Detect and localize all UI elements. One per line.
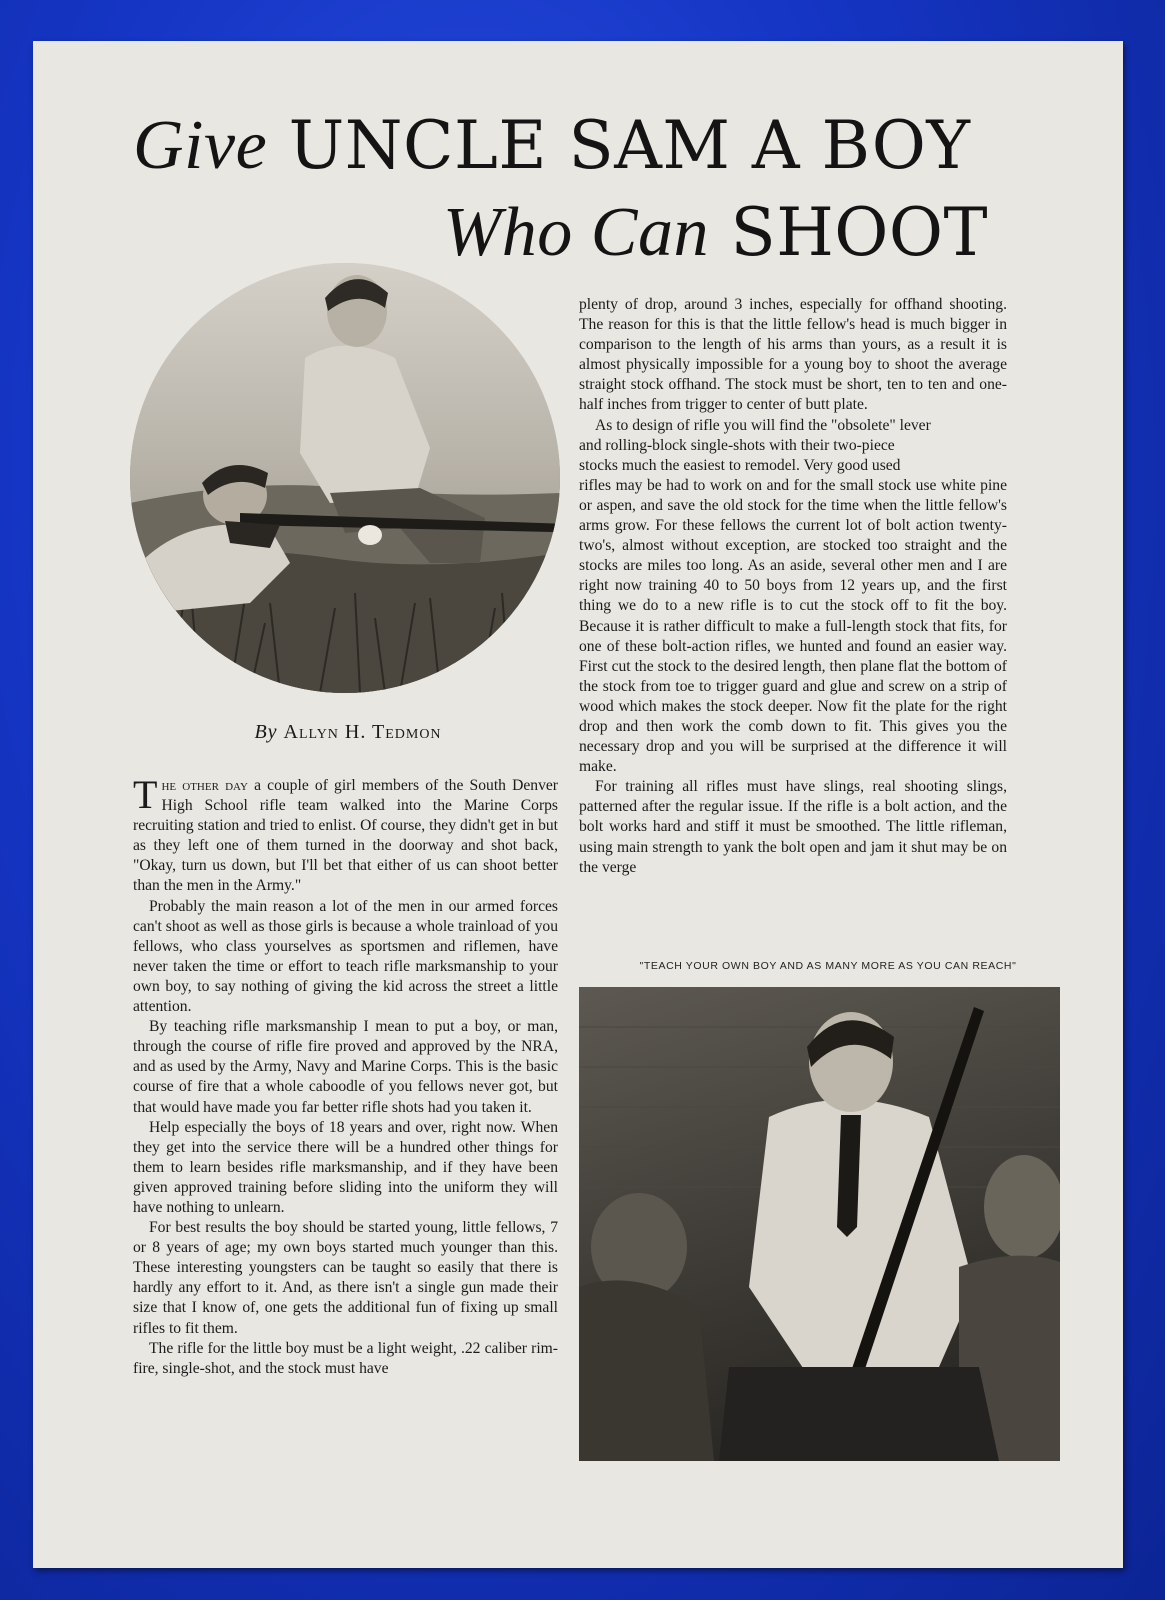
headline-line-2 (443, 194, 1083, 271)
drop-cap: T (133, 772, 158, 817)
headline-give: Give (133, 107, 268, 184)
paragraph-r3: For training all rifles must have slings, real shooting slings, patterned after the regular issue. If the rifle is a bolt action, and the bolt works hard and stiff it must be smoothed. The little rifleman, using main strength to yank the bolt open and jam it shut may be on the verge (579, 778, 1007, 876)
lead-in: he other day (161, 777, 248, 794)
headline-uncle-sam: UNCLE SAM A BOY (288, 107, 971, 184)
article-column-left (133, 772, 559, 1379)
paragraph-1-text: a couple of girl members of the South Denver High School rifle team walked into the Marine Corps recruiting station and tried to enlist. Of course, they didn't get in but as they left one of them turned in the doorway and shot back, "Okay, turn us down, but I'll bet that either of us can shoot better than the men in the Army." (133, 777, 559, 895)
headline-who-can: Who Can (443, 194, 709, 271)
paragraph-r2-line-1: As to design of rifle you will find the "obsolete" lever (595, 416, 931, 434)
byline-by: By (254, 721, 278, 743)
paragraph-3: By teaching rifle marksmanship I mean to put a boy, or man, through the course of rifle fire proved and approved by the NRA, and as used by the Army, Navy and Marine Corps. This is the basic course of fire that a whole caboodle of you fellows never got, but that would have made you far better rifle shots had you taken it. (133, 1018, 558, 1116)
paragraph-2: Probably the main reason a lot of the men in our armed forces can't shoot as well as those girls is because a whole trainload of you fellows, who class yourselves as sportsmen and riflemen, have never taken the time or effort to teach rifle marksmanship to your own boy, to say nothing of giving the kid across the street a little attention. (133, 897, 558, 1016)
photo-caption: "TEACH YOUR OWN BOY AND AS MANY MORE AS YOU CAN REACH" (639, 960, 1017, 972)
paragraph-r2-line-3: stocks much the easiest to remodel. Very good used (579, 456, 901, 474)
photo-boys-illustration (130, 263, 560, 693)
paragraph-5: For best results the boy should be started young, little fellows, 7 or 8 years of age; my own boys started much younger than this. These interesting youngsters can be taught so easily that there is hardly any effort to it. And, as there isn't a single gun made their size that I know of, one gets the additional fun of fixing up small rifles to fit them. (133, 1219, 558, 1337)
photo-instructor-illustration (579, 987, 1060, 1461)
paragraph-r2-line-2: and rolling-block single-shots with their two-piece (579, 436, 895, 454)
photo-instructor-with-boys (579, 987, 1060, 1461)
byline (133, 721, 563, 744)
magazine-page (33, 41, 1123, 1568)
byline-author: Allyn H. Tedmon (283, 721, 442, 743)
paragraph-1 (133, 772, 559, 897)
paragraph-4: Help especially the boys of 18 years and over, right now. When they get into the service there will be a hundred other things for them to learn besides rifle marksmanship, and if they have been given approved training before sliding into the uniform they will have nothing to unlearn. (133, 1118, 558, 1216)
article-column-right (579, 295, 1007, 878)
headline-shoot: SHOOT (730, 194, 988, 271)
photo-boys-with-rifle (130, 263, 560, 693)
headline-line-1 (133, 107, 1033, 184)
paragraph-r1: plenty of drop, around 3 inches, especially for offhand shooting. The reason for this is that the little fellow's head is much bigger in comparison to the length of his arms than yours, as a result it is almost physically impossible for a young boy to shoot the average straight stock offhand. The stock must be short, ten to ten and one-half inches from trigger to center of butt plate. (579, 296, 1007, 414)
paragraph-6: The rifle for the little boy must be a light weight, .22 caliber rim-fire, single-shot, and the stock must have (133, 1339, 558, 1377)
paragraph-r2-rest: rifles may be had to work on and for the small stock use white pine or aspen, and save the old stock for the time when the little fellow's arms grow. For these fellows the current lot of bolt action twenty-two's, almost without exception, are stocked too straight and the stocks are miles too long. As an aside, several other men and I are right now training 40 to 50 boys from 12 years up, and the first thing we do to a new rifle is to cut the stock off to fit the boy. Because it is rather difficult to make a full-length stock that fits, for one of these bolt-action rifles, we hunted and found an easier way. First cut the stock to the desired length, then plane flat the bottom of the stock from toe to trigger guard and glue and screw on a strip of wood which makes the stock deeper. Now fit the plate for the right drop and then work the comb down to fit. This gives you the necessary drop and you will be surprised at the difference it will make. (579, 476, 1007, 776)
